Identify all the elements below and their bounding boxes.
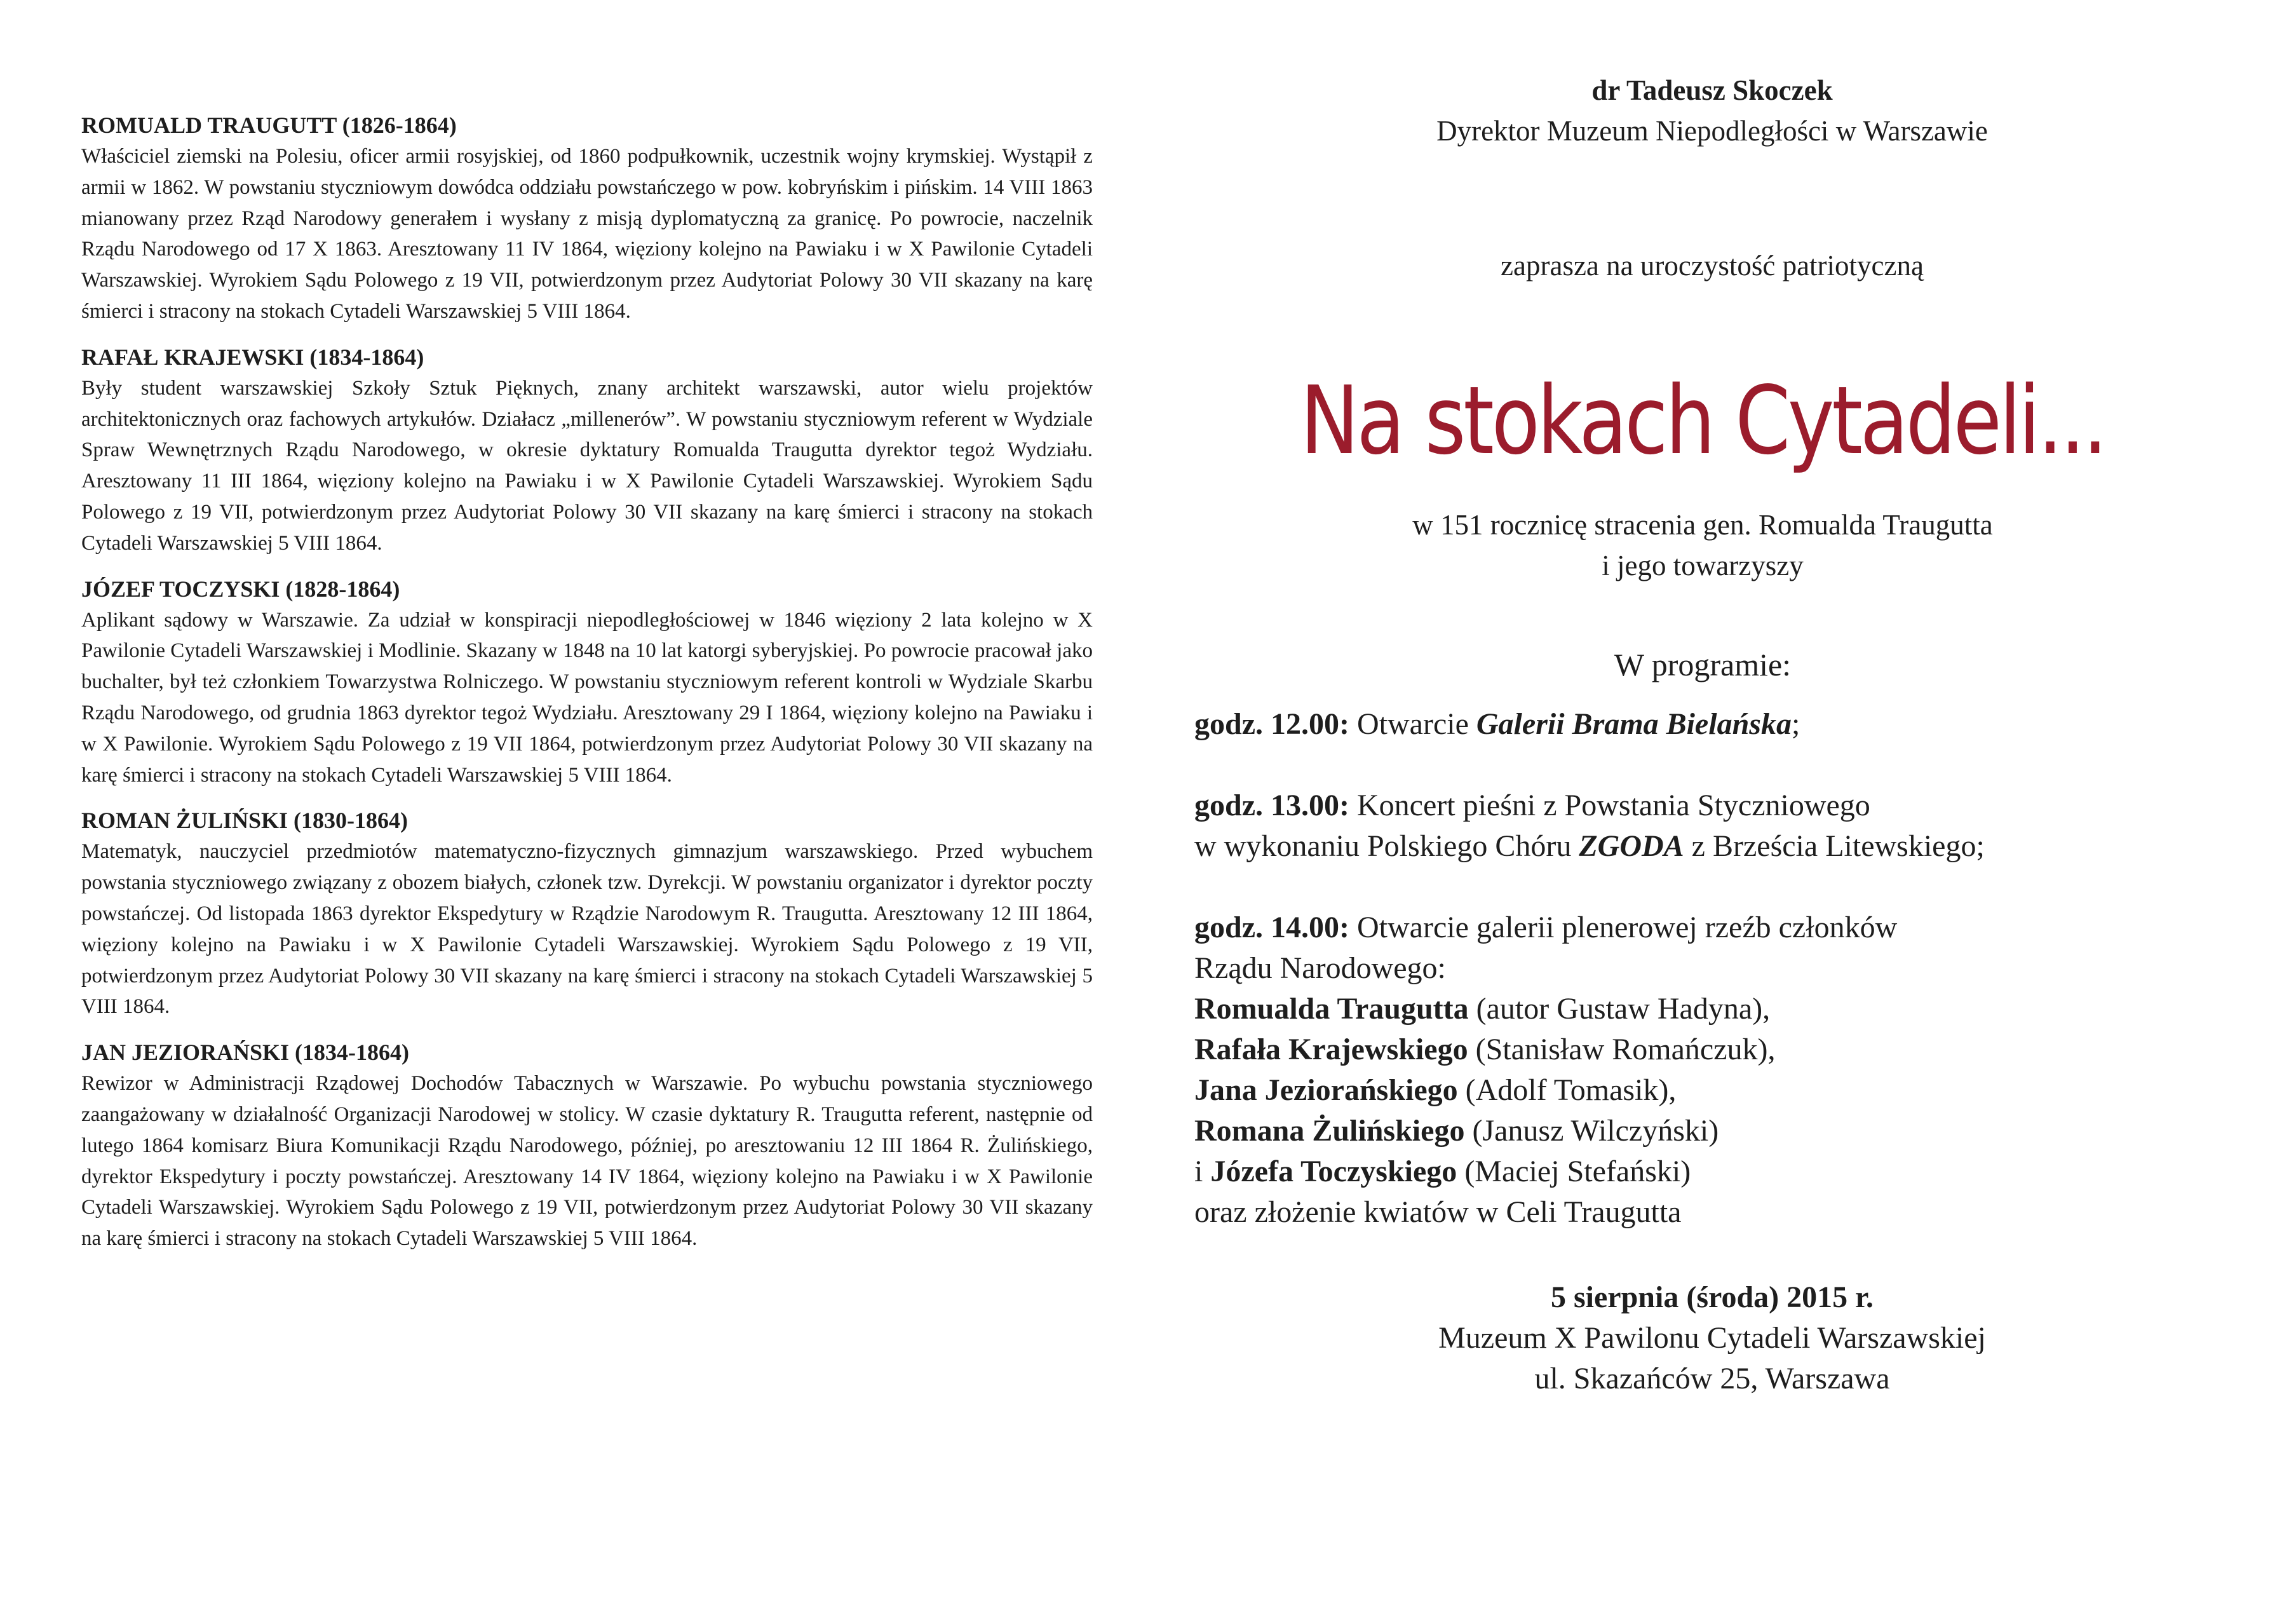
bio-traugutt [81, 109, 1093, 327]
gallery-name: Galerii Brama Bielańska [1476, 707, 1792, 741]
host-role: Dyrektor Muzeum Niepodległości w Warszawie [1436, 115, 1988, 147]
programme [1194, 704, 2211, 1233]
programme-item-1 [1194, 704, 2211, 745]
programme-item-3 [1194, 907, 2211, 1233]
sculpture-author: (Maciej Stefański) [1457, 1155, 1691, 1188]
event-title: Na stokach Cytadeli... [1300, 366, 2105, 475]
bio-heading: JAN JEZIORAŃSKI (1834-1864) [81, 1040, 410, 1066]
programme-text: Rządu Narodowego: [1194, 951, 1446, 985]
sculpture-line [1194, 1151, 2211, 1192]
bio-text: Aplikant sądowy w Warszawie. Za udział w konspiracji niepodległościowej w 1846 więziony 2 lata kolejno w X Pawilonie Cytadeli Warszawskiej i Modlinie. Skazany w 1848 na 10 lat katorgi syberyjskiej. Po powrocie pracował jako buchalter, był też członkiem Towarzystwa Rolniczego. W powstaniu styczniowym referent kontroli w Wydziale Skarbu Rządu Narodowego, od grudnia 1863 dyrektor tegoż Wydziału. Aresztowany 29 I 1864, więziony kolejno na Pawiaku i w X Pawilonie. Wyrokiem Sądu Polowego z 19 VII 1864, potwierdzonym przez Audytoriat Polowy 30 VII skazany na karę śmierci i stracony na stokach Cytadeli Warszawskiej 5 VIII 1864. [81, 608, 1093, 787]
programme-closing: oraz złożenie kwiatów w Celi Traugutta [1194, 1195, 1682, 1229]
programme-text: Koncert pieśni z Powstania Styczniowego [1349, 789, 1870, 822]
bio-text: Matematyk, nauczyciel przedmiotów matematyczno-fizycznych gimnazjum warszawskiego. Przed wybuchem powstania styczniowego związany z obozem białych, członek tzw. Dyrekcji. W powstaniu organizator i dyrektor poczty powstańczej. Od listopada 1863 dyrektor Ekspedytury w Rządzie Narodowym R. Traugutta. Aresztowany 12 III 1864, więziony kolejno na Pawiaku i w X Pawilonie Cytadeli Warszawskiej. Wyrokiem Sądu Polowego z 19 VII, potwierdzonym przez Audytoriat Polowy 30 VII skazany na karę śmierci i stracony na stokach Cytadeli Warszawskiej 5 VIII 1864. [81, 840, 1093, 1019]
bio-jezioranski [81, 1036, 1093, 1254]
programme-text: Otwarcie [1349, 707, 1476, 741]
event-address: ul. Skazańców 25, Warszawa [1534, 1362, 1890, 1395]
event-details [1194, 1277, 2211, 1399]
bio-text: Rewizor w Administracji Rządowej Dochodów Tabacznych w Warszawie. Po wybuchu powstania styczniowego zaangażowany w działalność Organizacji Narodowej w stolicy. W czasie dyktatury R. Traugutta referent, następnie od lutego 1864 komisarz Biura Komunikacji Rządu Narodowego, później, po aresztowaniu 12 III 1864 R. Żulińskiego, dyrektor Ekspedytury i poczty powstańczej. Aresztowany 14 IV 1864, więziony kolejno na Pawiaku i w X Pawilonie Cytadeli Warszawskiej. Wyrokiem Sądu Polowego z 19 VII, potwierdzonym przez Audytoriat Polowy 30 VII skazany na karę śmierci i stracony na stokach Cytadeli Warszawskiej 5 VIII 1864. [81, 1072, 1093, 1251]
sculpture-author: (autor Gustaw Hadyna), [1468, 992, 1771, 1026]
bio-text: Właściciel ziemski na Polesiu, oficer armii rosyjskiej, od 1860 podpułkownik, uczestnik wojny krymskiej. Wystąpił z armii w 1862. W powstaniu styczniowym dowódca oddziału powstańczego w pow. kobryńskim i pińskim. 14 VIII 1863 mianowany przez Rząd Narodowy generałem i wysłany z misją dyplomatyczną za granicę. Po powrocie, naczelnik Rządu Narodowego od 17 X 1863. Aresztowany 11 IV 1864, więziony kolejno na Pawiaku i w X Pawilonie Cytadeli Warszawskiej. Wyrokiem Sądu Polowego z 19 VII, potwierdzonym przez Audytoriat Polowy 30 VII skazany na karę śmierci i stracony na stokach Cytadeli Warszawskiej 5 VIII 1864. [81, 145, 1093, 323]
programme-time: godz. 13.00: [1194, 789, 1349, 822]
bio-text: Były student warszawskiej Szkoły Sztuk Pięknych, znany architekt warszawski, autor wielu projektów architektonicznych oraz fachowych artykułów. Działacz „millenerów”. W powstaniu styczniowym referent w Wydziale Spraw Wewnętrznych Rządu Narodowego, w okresie dyktatury Romualda Traugutta dyrektor tegoż Wydziału. Aresztowany 11 III 1864, więziony kolejno na Pawiaku i w X Pawilonie Cytadeli Warszawskiej. Wyrokiem Sądu Polowego z 19 VII, potwierdzonym przez Audytoriat Polowy 30 VII skazany na karę śmierci i stracony na stokach Cytadeli Warszawskiej 5 VIII 1864. [81, 376, 1093, 555]
programme-item-2 [1194, 785, 2211, 867]
bio-heading: JÓZEF TOCZYSKI (1828-1864) [81, 576, 400, 602]
sculpture-name: Rafała Krajewskiego [1194, 1033, 1468, 1066]
bio-toczyski [81, 573, 1093, 791]
invite-line: zaprasza na uroczystość patriotyczną [1501, 250, 1924, 281]
programme-heading: W programie: [1614, 647, 1792, 682]
bio-krajewski [81, 341, 1093, 559]
subtitle-line: w 151 rocznicę stracenia gen. Romualda Traugutta [1412, 509, 1993, 541]
bio-heading: RAFAŁ KRAJEWSKI (1834-1864) [81, 344, 424, 370]
sculpture-author: (Adolf Tomasik), [1457, 1073, 1677, 1107]
host-name: dr Tadeusz Skoczek [1591, 74, 1833, 106]
sculpture-line [1194, 1029, 2211, 1070]
invitation-column [1194, 70, 2211, 1399]
bio-heading: ROMAN ŻULIŃSKI (1830-1864) [81, 808, 409, 834]
programme-text-end: ; [1791, 707, 1800, 741]
subtitle-line: i jego towarzyszy [1602, 550, 1804, 581]
programme-time: godz. 14.00: [1194, 911, 1349, 944]
sculpture-line [1194, 989, 2211, 1029]
sculpture-prefix: i [1194, 1155, 1211, 1188]
sculpture-name: Józefa Toczyskiego [1210, 1155, 1457, 1188]
sculpture-author: (Janusz Wilczyński) [1464, 1114, 1719, 1148]
biographies-column [81, 109, 1093, 1268]
programme-text: Otwarcie galerii plenerowej rzeźb członków [1349, 911, 1898, 944]
programme-text: w wykonaniu Polskiego Chóru [1194, 829, 1579, 863]
choir-name: ZGODA [1579, 829, 1684, 863]
sculpture-line [1194, 1070, 2211, 1111]
event-venue: Muzeum X Pawilonu Cytadeli Warszawskiej [1438, 1321, 1986, 1355]
sculpture-line [1194, 1111, 2211, 1151]
sculpture-name: Romualda Traugutta [1194, 992, 1469, 1026]
sculpture-name: Romana Żulińskiego [1194, 1114, 1465, 1148]
programme-text: z Brześcia Litewskiego; [1684, 829, 1985, 863]
event-subtitle [1194, 505, 2211, 586]
event-date: 5 sierpnia (środa) 2015 r. [1550, 1280, 1874, 1314]
bio-heading: ROMUALD TRAUGUTT (1826-1864) [81, 112, 457, 138]
sculpture-name: Jana Jeziorańskiego [1194, 1073, 1458, 1107]
bio-zulinski [81, 804, 1093, 1022]
sculpture-author: (Stanisław Romańczuk), [1468, 1033, 1776, 1066]
programme-time: godz. 12.00: [1194, 707, 1349, 741]
